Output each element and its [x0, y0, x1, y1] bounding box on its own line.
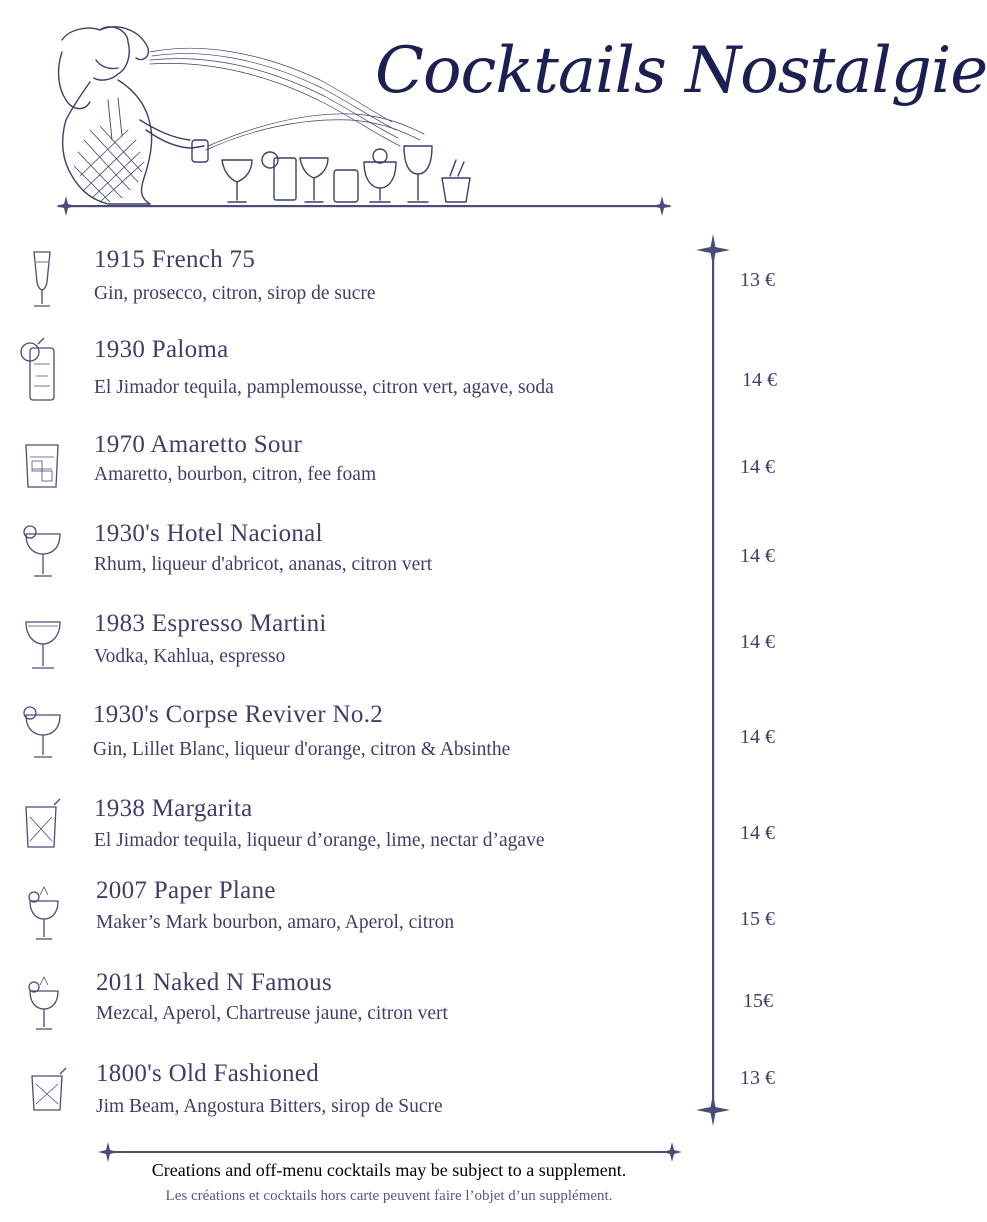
item-price: 15€	[743, 990, 773, 1012]
item-price: 14 €	[740, 545, 775, 567]
menu-item	[0, 877, 822, 957]
menu-item	[0, 431, 822, 511]
item-description: Vodka, Kahlua, espresso	[94, 646, 286, 667]
item-name: 1800's Old Fashioned	[96, 1060, 320, 1087]
rocks-glass-icon	[14, 1064, 72, 1134]
menu-item	[0, 795, 822, 875]
item-name: 1915 French 75	[94, 246, 256, 273]
item-description: El Jimador tequila, pamplemousse, citron vert, agave, soda	[94, 377, 554, 398]
item-description: Amaretto, bourbon, citron, fee foam	[94, 464, 377, 485]
item-name: 2011 Naked N Famous	[96, 969, 332, 996]
flute-glass-icon	[14, 246, 72, 316]
footer-note-french: Les créations et cocktails hors carte peuvent faire l’objet d’un supplément.	[165, 1188, 613, 1204]
coupe-glass-icon	[14, 701, 72, 771]
item-price: 13 €	[740, 269, 775, 291]
item-price: 13 €	[740, 1067, 775, 1089]
item-price: 14 €	[740, 726, 775, 748]
menu-item	[0, 969, 822, 1049]
item-description: Maker’s Mark bourbon, amaro, Aperol, citron	[96, 912, 455, 933]
item-price: 14 €	[740, 822, 775, 844]
item-description: Mezcal, Aperol, Chartreuse jaune, citron vert	[96, 1003, 448, 1024]
coupe-garnish-icon	[14, 973, 72, 1043]
martini-glass-icon	[14, 610, 72, 680]
coupe-glass-icon	[14, 520, 72, 590]
item-name: 1970 Amaretto Sour	[94, 431, 303, 458]
item-description: Gin, prosecco, citron, sirop de sucre	[94, 283, 376, 304]
item-description: Gin, Lillet Blanc, liqueur d'orange, citron & Absinthe	[93, 739, 511, 760]
item-name: 1930 Paloma	[94, 336, 229, 363]
item-description: Rhum, liqueur d'abricot, ananas, citron vert	[94, 554, 433, 575]
item-price: 15 €	[740, 908, 775, 930]
rocks-glass-icon	[14, 795, 72, 865]
menu-item	[0, 701, 822, 781]
menu-item	[0, 246, 822, 326]
item-price: 14 €	[740, 631, 775, 653]
item-name: 2007 Paper Plane	[96, 877, 276, 904]
footer-note-english: Creations and off-menu cocktails may be subject to a supplement.	[151, 1160, 627, 1180]
rocks-glass-icon	[14, 431, 72, 501]
item-name: 1930's Corpse Reviver No.2	[93, 701, 384, 728]
coupe-garnish-icon	[14, 883, 72, 953]
item-name: 1938 Margarita	[94, 795, 253, 822]
menu-item	[0, 520, 822, 600]
item-price: 14 €	[740, 456, 775, 478]
item-description: Jim Beam, Angostura Bitters, sirop de Sucre	[96, 1096, 443, 1117]
item-description: El Jimador tequila, liqueur d’orange, lime, nectar d’agave	[94, 830, 545, 851]
menu-title: Cocktails Nostalgie	[375, 34, 987, 108]
menu-item	[0, 610, 822, 690]
item-name: 1930's Hotel Nacional	[94, 520, 323, 547]
item-name: 1983 Espresso Martini	[94, 610, 327, 637]
menu-item	[0, 1060, 822, 1140]
menu-item	[0, 336, 822, 416]
item-price: 14 €	[742, 369, 777, 391]
highball-glass-icon	[14, 336, 72, 406]
